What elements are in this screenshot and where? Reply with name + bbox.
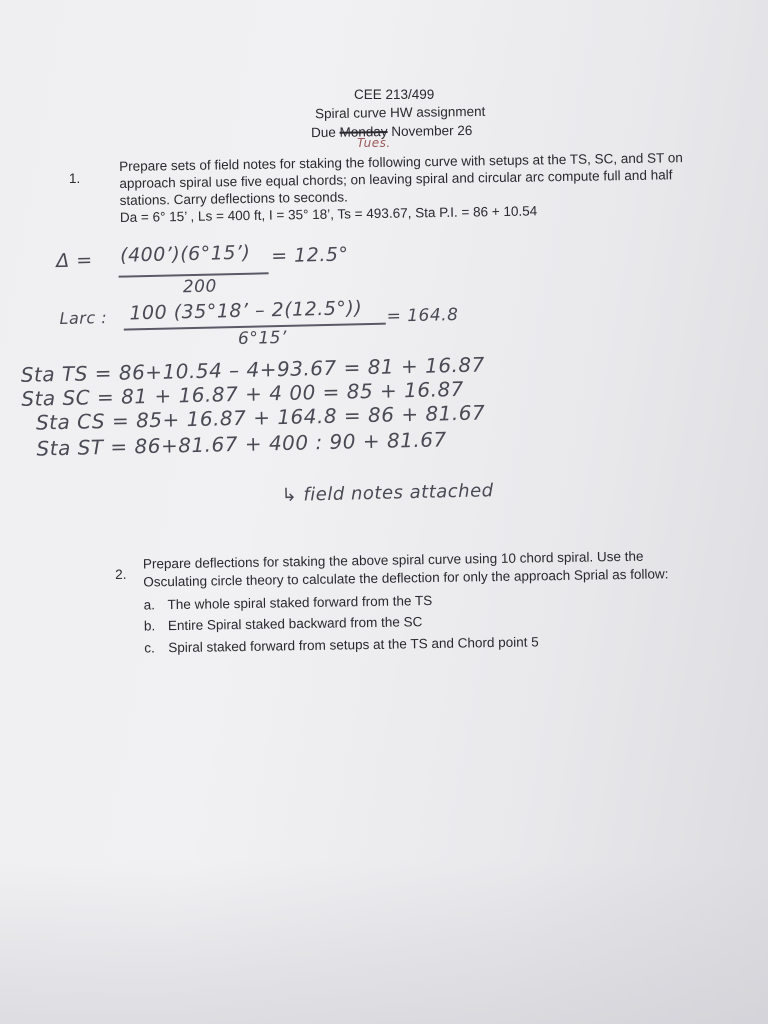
delta-denominator: 200 bbox=[182, 276, 218, 298]
course-code: CEE 213/499 bbox=[354, 87, 435, 102]
problem-2-line: Osculating circle theory to calculate the deflection for only the approach Sprial as follow: bbox=[143, 566, 669, 590]
problem-1-number: 1. bbox=[69, 171, 81, 186]
due-suffix: November 26 bbox=[391, 122, 473, 140]
problem-1-line: Prepare sets of field notes for staking the following curve with setups at the TS, SC, and ST on bbox=[119, 150, 683, 174]
station-ts-line: Sta TS = 86+10.54 – 4+93.67 = 81 + 16.87 bbox=[20, 352, 486, 387]
problem-2-item-b: Entire Spiral staked backward from the SC bbox=[167, 614, 423, 634]
field-notes-attached-note: ↳ field notes attached bbox=[281, 480, 494, 507]
problem-2-item-b-marker: b. bbox=[143, 618, 156, 634]
due-struck-day: Monday bbox=[339, 124, 388, 140]
larc-numerator: 100 (35°18’ – 2(12.5°)) bbox=[129, 297, 363, 325]
station-st-line: Sta ST = 86+81.67 + 400 : 90 + 81.67 bbox=[36, 427, 447, 461]
delta-result: = 12.5° bbox=[270, 243, 349, 268]
due-prefix: Due bbox=[310, 124, 336, 141]
problem-2-item-c-marker: c. bbox=[144, 640, 155, 656]
larc-lhs: Larc : bbox=[59, 307, 108, 329]
delta-numerator: (400’)(6°15’) bbox=[119, 241, 251, 267]
problem-1-line: approach spiral use five equal chords; on leaving spiral and circular arc compute full and half bbox=[119, 167, 673, 191]
station-sc-line: Sta SC = 81 + 16.87 + 4 00 = 85 + 16.87 bbox=[21, 376, 465, 411]
problem-2-item-a: The whole spiral staked forward from the TS bbox=[167, 593, 433, 613]
assignment-title: Spiral curve HW assignment bbox=[314, 103, 486, 122]
larc-result: = 164.8 bbox=[386, 304, 459, 327]
problem-2-number: 2. bbox=[115, 566, 127, 582]
problem-1-line: stations. Carry deflections to seconds. bbox=[119, 189, 348, 208]
problem-2-item-c: Spiral staked forward from setups at the TS and Chord point 5 bbox=[168, 634, 539, 656]
station-cs-line: Sta CS = 85+ 16.87 + 164.8 = 86 + 81.67 bbox=[35, 400, 486, 435]
due-handwritten-day: Tues. bbox=[357, 136, 391, 150]
delta-lhs: Δ = bbox=[56, 249, 93, 273]
problem-1-givens: Da = 6° 15’ , Ls = 400 ft, I = 35° 18’, Ts = 493.67, Sta P.I. = 86 + 10.54 bbox=[119, 203, 538, 225]
larc-denominator: 6°15’ bbox=[237, 327, 288, 349]
problem-2-item-a-marker: a. bbox=[143, 597, 155, 613]
problem-2-line: Prepare deflections for staking the above spiral curve using 10 chord spiral. Use the bbox=[142, 548, 644, 572]
